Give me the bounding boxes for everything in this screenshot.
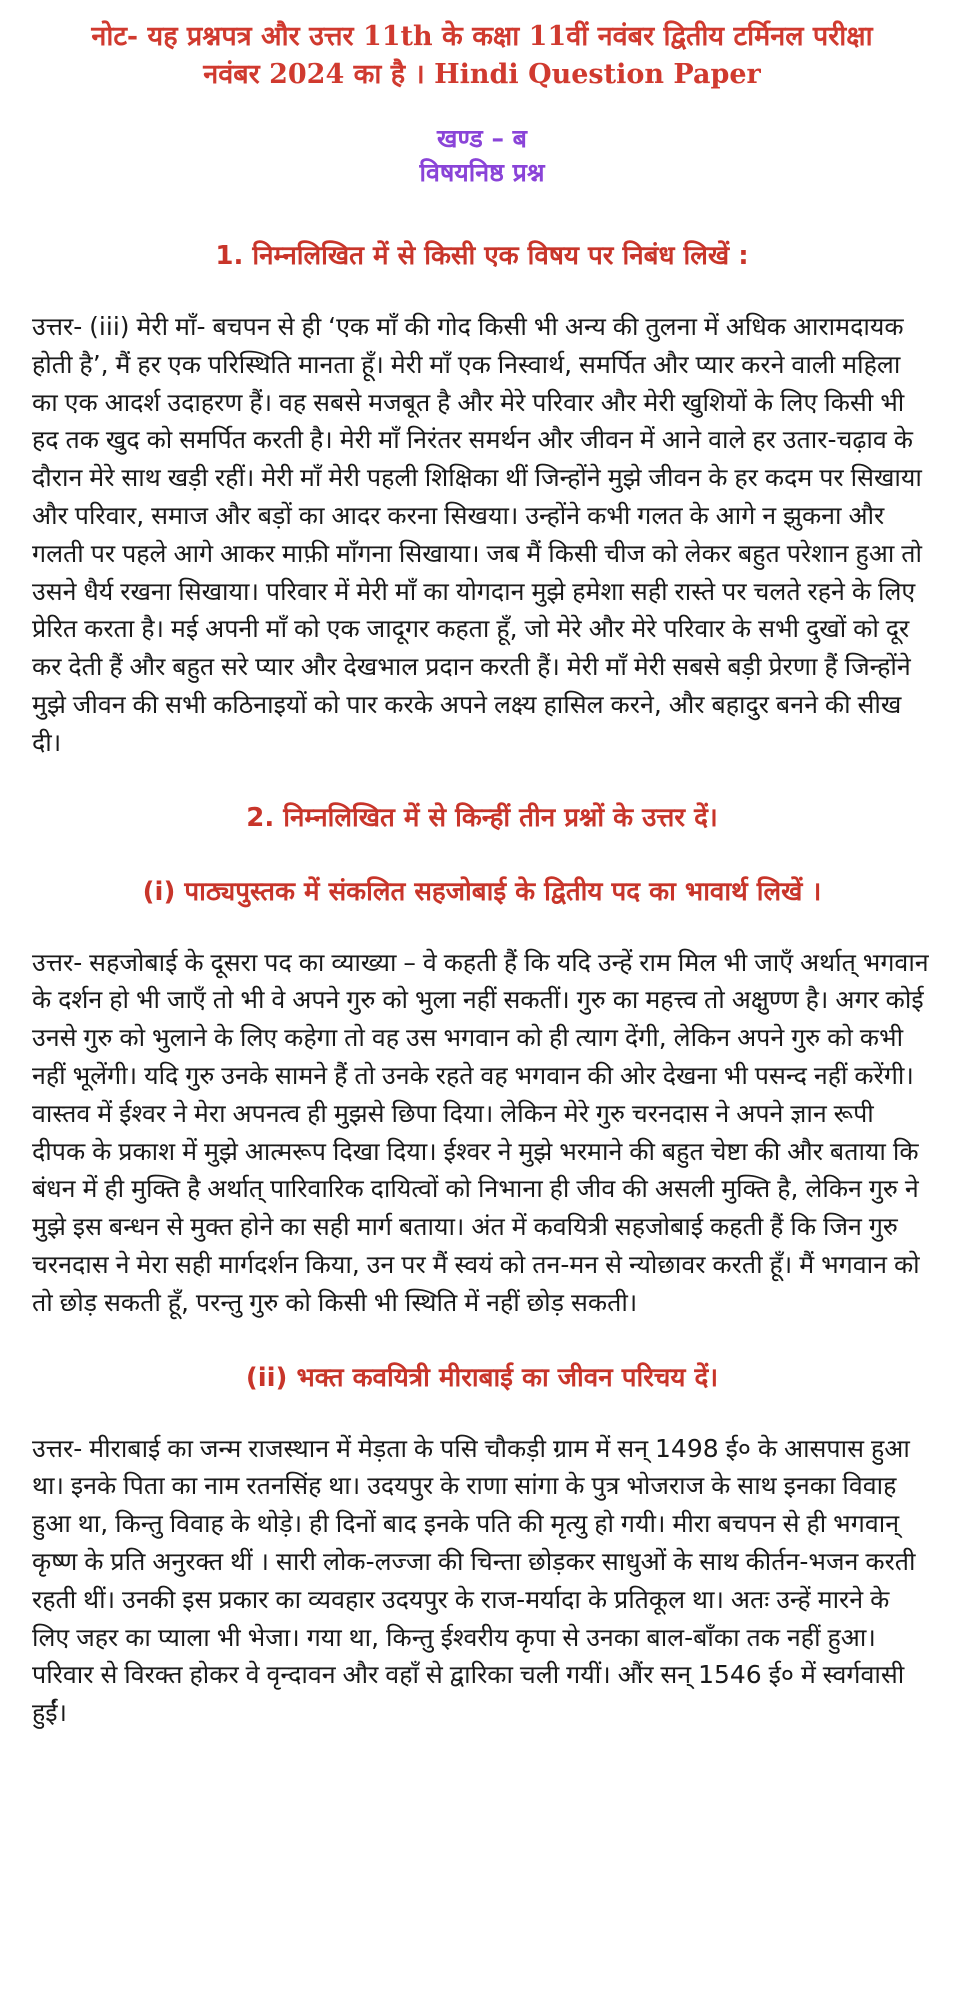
note-header: [32, 18, 932, 94]
question-2-part-2-answer: उत्तर- मीराबाई का जन्म राजस्थान में मेड़ता के पसि चौकड़ी ग्राम में सन् 1498 ई० के आसपास हुआ था। इनके पिता का नाम रतनसिंह था। उदयपुर के राणा सांगा के पुत्र भोजराज के साथ इनका विवाह हुआ था, किन्तु विवाह के थोड़े। ही दिनों बाद इनके पति की मृत्यु हो गयी। मीरा बचपन से ही भगवान् कृष्ण के प्रति अनुरक्त थीं । सारी लोक-लज्जा की चिन्ता छोड़कर साधुओं के साथ कीर्तन-भजन करती रहती थीं। उनकी इस प्रकार का व्यवहार उदयपुर के राज-मर्यादा के प्रतिकूल था। अतः उन्हें मारने के लिए जहर का प्याला भी भेजा। गया था, किन्तु ईश्वरीय कृपा से उनका बाल-बाँका तक नहीं हुआ। परिवार से विरक्त होकर वे वृन्दावन और वहाँ से द्वारिका चली गयीं। औंर सन् 1546 ई० में स्वर्गवासी हुईं।: [32, 1433, 916, 1728]
section-title-khand: खण्ड – ब: [437, 124, 527, 153]
question-2-part-1-heading: (i) पाठ्यपुस्तक में संकलित सहजोबाई के द्वितीय पद का भावार्थ लिखें ।: [142, 876, 822, 907]
note-line-2: नवंबर 2024 का है । Hindi Question Paper: [203, 59, 761, 90]
question-2-part-1-answer: उत्तर- सहजोबाई के दूसरा पद का व्याख्या – वे कहती हैं कि यदि उन्हें राम मिल भी जाएँ अर्थात् भगवान के दर्शन हो भी जाएँ तो भी वे अपने गुरु को भुला नहीं सकतीं। गुरु का महत्त्व तो अक्षुण्ण है। अगर कोई उनसे गुरु को भुलाने के लिए कहेगा तो वह उस भगवान को ही त्याग देंगी, लेकिन अपने गुरु को कभी नहीं भूलेंगी। यदि गुरु उनके सामने हैं तो उनके रहते वह भगवान की ओर देखना भी पसन्द नहीं करेंगी। वास्तव में ईश्वर ने मेरा अपनत्व ही मुझसे छिपा दिया। लेकिन मेरे गुरु चरनदास ने अपने ज्ञान रूपी दीपक के प्रकाश में मुझे आत्मरूप दिखा दिया। ईश्वर ने मुझे भरमाने की बहुत चेष्टा की और बताया कि बंधन में ही मुक्ति है अर्थात् पारिवारिक दायित्वों को निभाना ही जीव की असली मुक्ति है, लेकिन गुरु ने मुझे इस बन्धन से मुक्त होने का सही मार्ग बताया। अंत में कवयित्री सहजोबाई कहती हैं कि जिन गुरु चरनदास ने मेरा सही मार्गदर्शन किया, उन पर मैं स्वयं को तन-मन से न्योछावर करती हूँ। मैं भगवान को तो छोड़ सकती हूँ, परन्तु गुरु को किसी भी स्थिति में नहीं छोड़ सकती।: [32, 947, 929, 1317]
question-2-heading: 2. निम्नलिखित में से किन्हीं तीन प्रश्नों के उत्तर दें।: [246, 802, 718, 833]
question-1-answer: उत्तर- (iii) मेरी माँ- बचपन से ही ‘एक माँ की गोद किसी भी अन्य की तुलना में अधिक आरामदायक होती है’, मैं हर एक परिस्थिति मानता हूँ। मेरी माँ एक निस्वार्थ, समर्पित और प्यार करने वाली महिला का एक आदर्श उदाहरण हैं। वह सबसे मजबूत है और मेरे परिवार और मेरी खुशियों के लिए किसी भी हद तक खुद को समर्पित करती है। मेरी माँ निरंतर समर्थन और जीवन में आने वाले हर उतार-चढ़ाव के दौरान मेरे साथ खड़ी रहीं। मेरी माँ मेरी पहली शिक्षिका थीं जिन्होंने मुझे जीवन के हर कदम पर सिखाया और परिवार, समाज और बड़ों का आदर करना सिखया। उन्होंने कभी गलत के आगे न झुकना और गलती पर पहले आगे आकर माफ़ी माँगना सिखाया। जब मैं किसी चीज को लेकर बहुत परेशान हुआ तो उसने धैर्य रखना सिखाया। परिवार में मेरी माँ का योगदान मुझे हमेशा सही रास्ते पर चलते रहने के लिए प्रेरित करता है। मई अपनी माँ को एक जादूगर कहता हूँ, जो मेरे और मेरे परिवार के सभी दुखों को दूर कर देती हैं और बहुत सरे प्यार और देखभाल प्रदान करती हैं। मेरी माँ मेरी सबसे बड़ी प्रेरणा हैं जिन्होंने मुझे जीवन की सभी कठिनाइयों को पार करके अपने लक्ष्य हासिल करने, और बहादुर बनने की सीख दी।: [32, 312, 922, 757]
question-2-part-2-heading: (ii) भक्त कवयित्री मीराबाई का जीवन परिचय दें।: [245, 1362, 719, 1393]
question-1-heading: 1. निम्नलिखित में से किसी एक विषय पर निबंध लिखें :: [215, 241, 749, 271]
note-line-1: नोट- यह प्रश्नपत्र और उत्तर 11th के कक्षा 11वीं नवंबर द्वितीय टर्मिनल परीक्षा: [91, 21, 873, 52]
section-subtitle: विषयनिष्ठ प्रश्न: [419, 158, 545, 187]
